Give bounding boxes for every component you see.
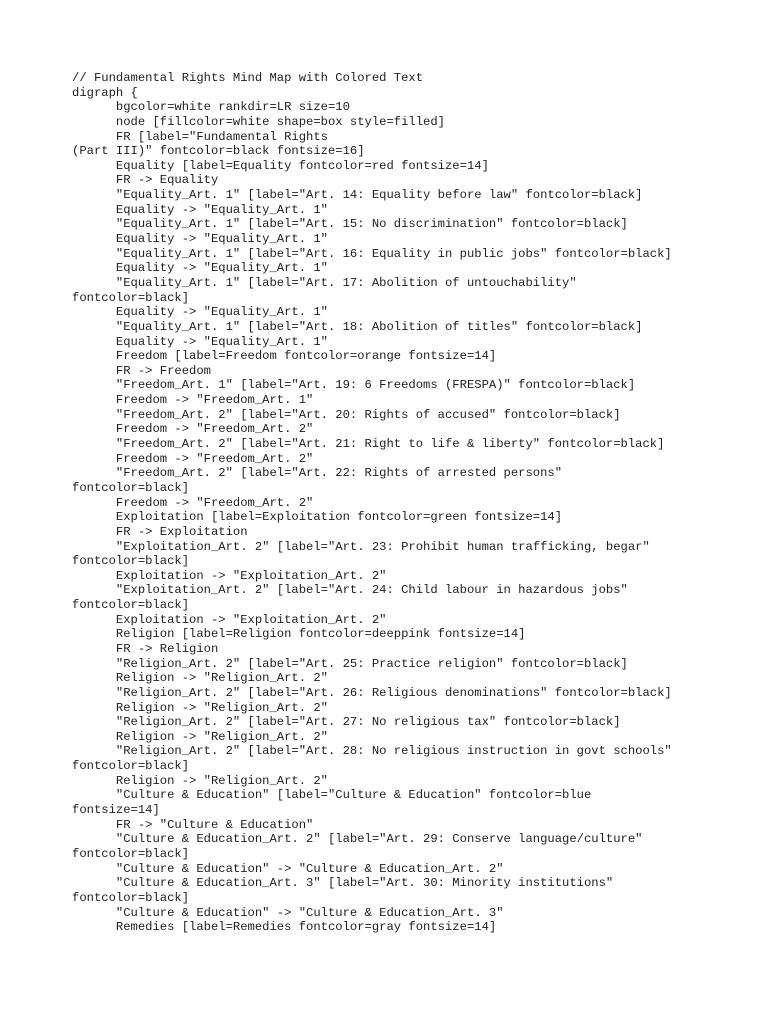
code-line: "Freedom_Art. 2" [label="Art. 21: Right to life & liberty" fontcolor=black] <box>72 437 665 452</box>
code-line: Equality -> "Equality_Art. 1" <box>72 334 328 349</box>
code-line: // Fundamental Rights Mind Map with Colored Text <box>72 71 424 85</box>
code-line: Equality [label=Equality fontcolor=red fontsize=14] <box>72 158 489 173</box>
code-line: "Freedom_Art. 2" [label="Art. 22: Rights of arrested persons" <box>72 466 563 481</box>
code-line: fontcolor=black] <box>72 759 190 774</box>
code-line: Freedom -> "Freedom_Art. 2" <box>72 451 314 466</box>
code-line: "Culture & Education" -> "Culture & Education_Art. 3" <box>72 905 504 920</box>
code-line: Religion -> "Religion_Art. 2" <box>72 671 328 686</box>
code-line: Exploitation -> "Exploitation_Art. 2" <box>72 612 387 627</box>
code-line: Equality -> "Equality_Art. 1" <box>72 232 328 247</box>
code-line: Religion -> "Religion_Art. 2" <box>72 773 328 788</box>
code-line: "Freedom_Art. 2" [label="Art. 20: Rights of accused" fontcolor=black] <box>72 407 621 422</box>
code-line: "Equality_Art. 1" [label="Art. 15: No discrimination" fontcolor=black] <box>72 217 628 232</box>
code-line: node [fillcolor=white shape=box style=filled] <box>72 114 445 129</box>
code-line: Freedom -> "Freedom_Art. 1" <box>72 393 314 408</box>
code-line: Religion [label=Religion fontcolor=deeppink fontsize=14] <box>72 627 526 642</box>
code-line: "Equality_Art. 1" [label="Art. 14: Equality before law" fontcolor=black] <box>72 188 643 203</box>
code-line: Equality -> "Equality_Art. 1" <box>72 202 328 217</box>
code-line: fontsize=14] <box>72 803 160 818</box>
code-line: FR [label="Fundamental Rights <box>72 129 328 144</box>
code-line: "Religion_Art. 2" [label="Art. 25: Practice religion" fontcolor=black] <box>72 656 628 671</box>
code-line: "Culture & Education" [label="Culture & Education" fontcolor=blue <box>72 788 592 803</box>
code-line: Religion -> "Religion_Art. 2" <box>72 729 328 744</box>
code-line: fontcolor=black] <box>72 890 190 905</box>
code-line: fontcolor=black] <box>72 598 190 613</box>
code-line: "Equality_Art. 1" [label="Art. 17: Abolition of untouchability" <box>72 275 577 290</box>
code-line: "Culture & Education_Art. 3" [label="Art. 30: Minority institutions" <box>72 876 614 891</box>
code-line: Freedom -> "Freedom_Art. 2" <box>72 495 314 510</box>
code-line: FR -> Religion <box>72 641 219 656</box>
code-line: fontcolor=black] <box>72 846 190 861</box>
code-line: FR -> Freedom <box>72 363 211 378</box>
code-line: FR -> "Culture & Education" <box>72 817 314 832</box>
code-line: Equality -> "Equality_Art. 1" <box>72 261 328 276</box>
code-line: "Religion_Art. 2" [label="Art. 27: No religious tax" fontcolor=black] <box>72 715 621 730</box>
code-line: "Exploitation_Art. 2" [label="Art. 24: Child labour in hazardous jobs" <box>72 583 628 598</box>
code-line: Freedom -> "Freedom_Art. 2" <box>72 422 314 437</box>
code-line: Equality -> "Equality_Art. 1" <box>72 305 328 320</box>
code-line: fontcolor=black] <box>72 480 190 495</box>
code-line: FR -> Exploitation <box>72 524 248 539</box>
code-line: Remedies [label=Remedies fontcolor=gray fontsize=14] <box>72 920 497 935</box>
code-listing <box>72 71 752 935</box>
code-line: digraph { <box>72 85 138 100</box>
code-line: "Exploitation_Art. 2" [label="Art. 23: Prohibit human trafficking, begar" <box>72 539 650 554</box>
code-line: bgcolor=white rankdir=LR size=10 <box>72 100 350 115</box>
code-line: fontcolor=black] <box>72 290 190 305</box>
code-line: "Equality_Art. 1" [label="Art. 16: Equality in public jobs" fontcolor=black] <box>72 246 672 261</box>
code-line: "Freedom_Art. 1" [label="Art. 19: 6 Freedoms (FRESPA)" fontcolor=black] <box>72 378 636 393</box>
code-line: "Religion_Art. 2" [label="Art. 26: Religious denominations" fontcolor=black] <box>72 685 672 700</box>
code-line: "Equality_Art. 1" [label="Art. 18: Abolition of titles" fontcolor=black] <box>72 319 643 334</box>
code-line: Religion -> "Religion_Art. 2" <box>72 700 328 715</box>
code-line: Freedom [label=Freedom fontcolor=orange fontsize=14] <box>72 349 497 364</box>
code-line: Exploitation [label=Exploitation fontcolor=green fontsize=14] <box>72 510 563 525</box>
code-line: "Culture & Education" -> "Culture & Education_Art. 2" <box>72 861 504 876</box>
code-line: (Part III)" fontcolor=black fontsize=16] <box>72 144 365 159</box>
code-line: fontcolor=black] <box>72 554 190 569</box>
code-line: "Culture & Education_Art. 2" [label="Art. 29: Conserve language/culture" <box>72 832 643 847</box>
code-line: FR -> Equality <box>72 173 219 188</box>
code-line: "Religion_Art. 2" [label="Art. 28: No religious instruction in govt schools" <box>72 744 672 759</box>
code-line: Exploitation -> "Exploitation_Art. 2" <box>72 568 387 583</box>
